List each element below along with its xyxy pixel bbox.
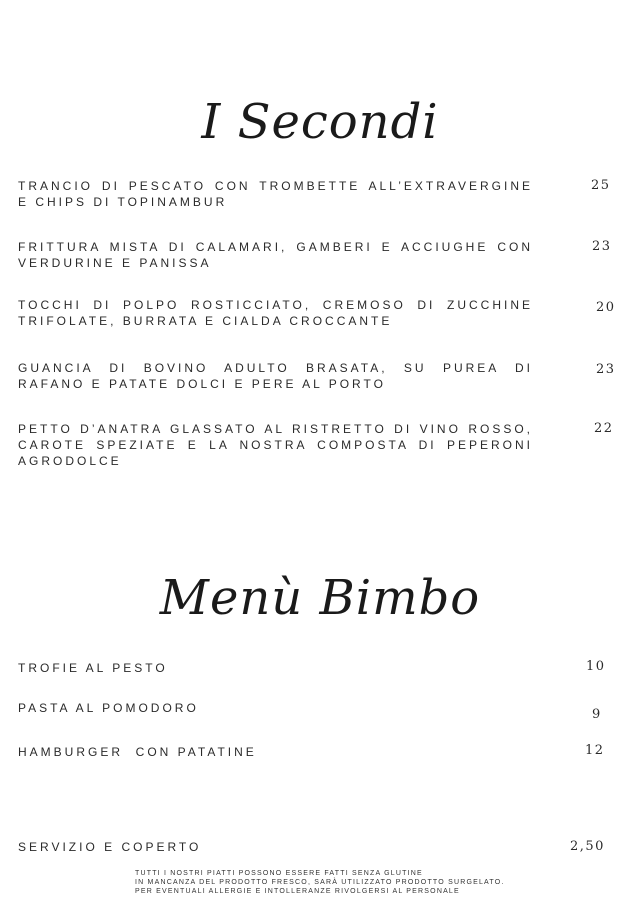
- menu-item: [18, 744, 533, 760]
- dish-name: HAMBURGER CON PATATINE: [18, 745, 257, 759]
- service-price: 2,50: [570, 839, 605, 854]
- dish-name: TROFIE AL PESTO: [18, 661, 168, 675]
- dish-name: TRANCIO DI PESCATO CON TROMBETTE ALL’EXTRAVERGINE E CHIPS DI TOPINAMBUR: [18, 179, 533, 209]
- dish-price: 12: [585, 743, 605, 758]
- service-charge: [18, 839, 533, 855]
- dish-price: 10: [586, 659, 606, 674]
- dish-name: FRITTURA MISTA DI CALAMARI, GAMBERI E ACCIUGHE CON VERDURINE E PANISSA: [18, 240, 533, 270]
- footnote-line: TUTTI I NOSTRI PIATTI POSSONO ESSERE FATTI SENZA GLUTINE: [135, 870, 423, 877]
- menu-item: [18, 660, 533, 676]
- dish-name: TOCCHI DI POLPO ROSTICCIATO, CREMOSO DI ZUCCHINE TRIFOLATE, BURRATA E CIALDA CROCCANTE: [18, 298, 533, 328]
- dish-price: 20: [596, 300, 616, 315]
- dish-price: 25: [591, 178, 611, 193]
- dish-price: 9: [592, 707, 602, 722]
- dish-name: GUANCIA DI BOVINO ADULTO BRASATA, SU PUREA DI RAFANO E PATATE DOLCI E PERE AL PORTO: [18, 361, 533, 391]
- section-title-bimbo: Menù Bimbo: [159, 570, 481, 627]
- footnote-line: IN MANCANZA DEL PRODOTTO FRESCO, SARÀ UTILIZZATO PRODOTTO SURGELATO.: [135, 879, 505, 886]
- menu-item: [18, 700, 533, 716]
- menu-item: [18, 421, 533, 469]
- section-title-secondi: I Secondi: [201, 94, 439, 151]
- dish-price: 23: [596, 362, 616, 377]
- dish-price: 22: [594, 421, 614, 436]
- service-label: SERVIZIO E COPERTO: [18, 840, 202, 854]
- footnote-line: PER EVENTUALI ALLERGIE E INTOLLERANZE RIVOLGERSI AL PERSONALE: [135, 888, 460, 895]
- menu-item: [18, 360, 533, 392]
- dish-price: 23: [592, 239, 612, 254]
- menu-item: [18, 297, 533, 329]
- dish-name: PASTA AL POMODORO: [18, 701, 199, 715]
- footnote: [135, 869, 555, 896]
- menu-item: [18, 178, 533, 210]
- dish-name: PETTO D’ANATRA GLASSATO AL RISTRETTO DI VINO ROSSO, CAROTE SPEZIATE E LA NOSTRA COMPOSTA DI PEPERONI AGRODOLCE: [18, 422, 533, 468]
- menu-item: [18, 239, 533, 271]
